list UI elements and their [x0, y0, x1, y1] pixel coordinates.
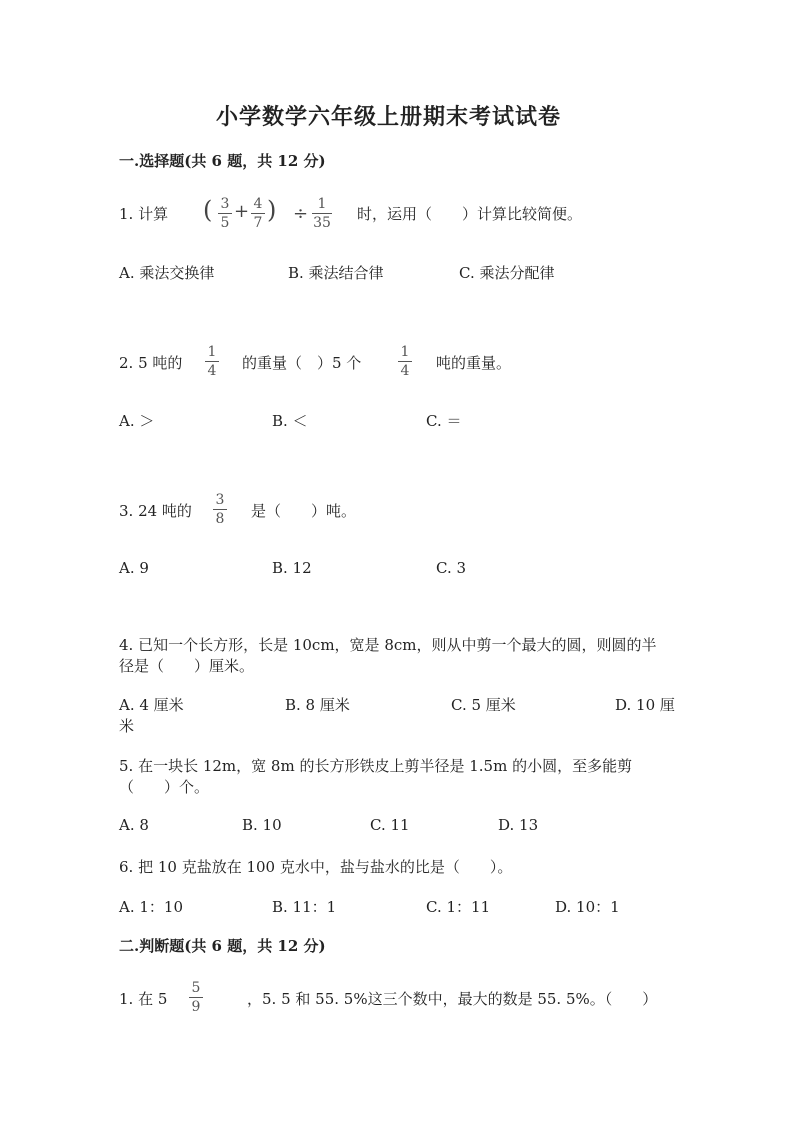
question-3-option-b[interactable]: B. 12	[272, 559, 312, 577]
judgment-1-suffix: ，5. 5 和 55. 5%这三个数中，最大的数是 55. 5%。（ ）	[247, 990, 658, 1008]
question-4-option-d-wrap: 米	[119, 717, 135, 735]
judgment-1-fraction: 5 9	[189, 980, 203, 1015]
question-1-fraction-b: 4 7	[251, 196, 265, 231]
question-4-option-b[interactable]: B. 8 厘米	[285, 696, 350, 714]
section-heading-judgment: 二.判断题(共 6 题，共 12 分)	[119, 937, 326, 955]
question-2-fraction-b: 1 4	[398, 344, 412, 379]
question-1-divide: ÷	[293, 203, 309, 224]
question-1-option-c[interactable]: C. 乘法分配律	[459, 264, 555, 282]
judgment-1-prefix: 1. 在 5	[119, 990, 168, 1008]
question-3-fraction-a: 3 8	[213, 492, 227, 527]
question-2-suffix: 吨的重量。	[436, 354, 512, 372]
question-4-line-1: 4. 已知一个长方形，长是 10cm，宽是 8cm，则从中剪一个最大的圆，则圆的半	[119, 636, 657, 654]
question-4-line-2: 径是（ ）厘米。	[119, 657, 255, 675]
question-2-option-c[interactable]: C. ＝	[426, 412, 462, 430]
question-1-left-paren: (	[203, 196, 213, 224]
question-1-prefix: 1. 计算	[119, 205, 169, 223]
question-5-line-1: 5. 在一块长 12m，宽 8m 的长方形铁皮上剪半径是 1.5m 的小圆，至多能剪	[119, 757, 633, 775]
question-5-line-2: （ ）个。	[119, 778, 210, 796]
question-2-option-b[interactable]: B. ＜	[272, 412, 308, 430]
question-6-option-c[interactable]: C. 1：11	[426, 898, 491, 916]
question-1-fraction-a: 3 5	[218, 196, 232, 231]
question-4-option-c[interactable]: C. 5 厘米	[451, 696, 516, 714]
question-6-option-d[interactable]: D. 10：1	[555, 898, 620, 916]
question-6-option-b[interactable]: B. 11：1	[272, 898, 337, 916]
question-1-right-paren: )	[267, 196, 277, 224]
question-4-option-d[interactable]: D. 10 厘	[615, 696, 675, 714]
section-heading-choice: 一.选择题(共 6 题，共 12 分)	[119, 152, 326, 170]
question-2-fraction-a: 1 4	[205, 344, 219, 379]
question-1-plus: +	[234, 201, 250, 222]
question-1-suffix: 时，运用（ ）计算比较简便。	[357, 205, 583, 223]
question-1-fraction-c: 1 35	[313, 196, 331, 231]
question-5-option-c[interactable]: C. 11	[370, 816, 410, 834]
page-title: 小学数学六年级上册期末考试试卷	[216, 104, 562, 130]
question-5-option-d[interactable]: D. 13	[498, 816, 539, 834]
question-1-option-b[interactable]: B. 乘法结合律	[288, 264, 384, 282]
question-2-prefix: 2. 5 吨的	[119, 354, 183, 372]
question-5-option-a[interactable]: A. 8	[119, 816, 149, 834]
question-1-option-a[interactable]: A. 乘法交换律	[119, 264, 215, 282]
question-4-option-a[interactable]: A. 4 厘米	[119, 696, 184, 714]
question-6-option-a[interactable]: A. 1：10	[119, 898, 183, 916]
question-3-option-a[interactable]: A. 9	[119, 559, 149, 577]
question-2-middle: 的重量（ ）5 个	[242, 354, 362, 372]
question-3-prefix: 3. 24 吨的	[119, 502, 192, 520]
question-3-option-c[interactable]: C. 3	[436, 559, 467, 577]
question-5-option-b[interactable]: B. 10	[242, 816, 282, 834]
question-3-suffix: 是（ ）吨。	[251, 502, 357, 520]
question-2-option-a[interactable]: A. ＞	[119, 412, 155, 430]
question-6-line-1: 6. 把 10 克盐放在 100 克水中，盐与盐水的比是（ ）。	[119, 858, 513, 876]
